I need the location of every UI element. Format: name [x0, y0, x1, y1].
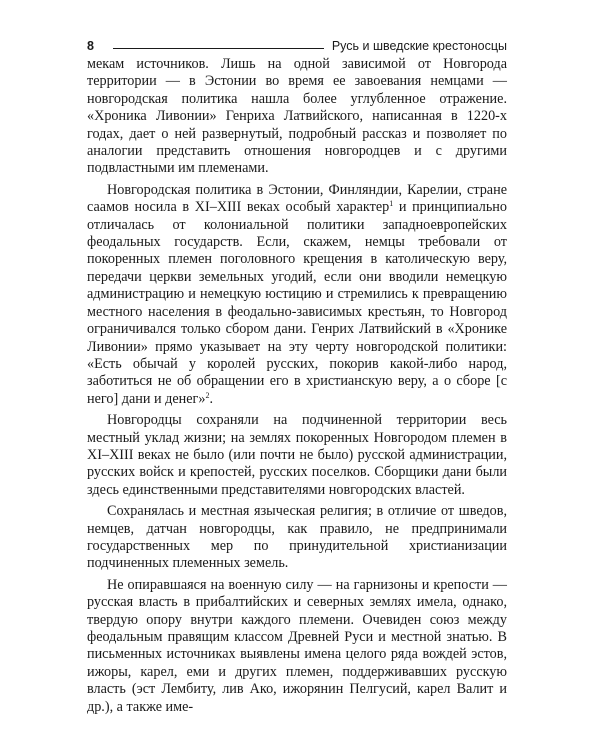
running-head [87, 34, 507, 52]
paragraph-1: мекам источников. Лишь на одной зависимой от Новгорода территории — в Эстонии во время ее завоевания немцами — новгородская политика нашла более углубленное отражение. «Хроника Ливонии» Генриха Латвийского, написанная в 1220-х годах, дает о ней развернутый, подробный рассказ и позволяет по аналогии представить отношения новгородцев и с другими подвластными им племенами. [87, 56, 507, 177]
page-number: 8 [87, 38, 94, 53]
footnote-ref-2: 2 [205, 390, 210, 400]
book-page [87, 34, 507, 716]
footnote-ref-1: 1 [389, 199, 394, 209]
paragraph-5: Не опиравшаяся на военную силу — на гарнизоны и крепости — русская власть в прибалтийских и северных землях имела, однако, твердую опору внутри каждого племени. Очевиден союз между феодальным правящим классом Древней Руси и местной знатью. В письменных источниках выявлены имена целого ряда вождей эстов, ижоры, карел, еми и других племен, поддерживавших русскую власть (эст Лембиту, лив Ако, ижорянин Пелгусий, карел Валит и др.), а также име- [87, 576, 507, 715]
header-rule [113, 48, 324, 49]
paragraph-2 [87, 182, 507, 408]
paragraph-2-text-b: и принципиально отличалась от колониальной политики западноевропейских феодальных государств. Если, скажем, немцы требовали от покоренных племен поголовного крещения в католическую веру, передачи церкви земельных угодий, если они вводили немецкую администрацию и немецкую юстицию и стремились к превращению местного населения в феодально-зависимых крестьян, то Новгород ограничивался только сбором дани. Генрих Латвийский в «Хронике Ливонии» прямо указывает на эту черту новгородской политики: «Есть обычай у королей русских, покорив какой-либо народ, заботиться не об обращении его в христианскую веру, а о сборе [с него] дани и денег» [87, 199, 507, 407]
body-text [87, 56, 507, 716]
paragraph-4: Сохранялась и местная языческая религия; в отличие от шведов, немцев, датчан новгородцы, как правило, не предпринимали государственных мер по принудительной христианизации подчиненных племенных земель. [87, 503, 507, 572]
paragraph-2-text-c: . [209, 390, 213, 407]
running-title: Русь и шведские крестоносцы [331, 38, 507, 53]
paragraph-3: Новгородцы сохраняли на подчиненной территории весь местный уклад жизни; на землях покоренных Новгородом племен в XI–XIII веках не было (или почти не было) русской администрации, русских войск и крепостей, русских поселков. Сборщики дани были здесь единственными представителями новгородских властей. [87, 412, 507, 498]
paragraph-2-text-a: Новгородская политика в Эстонии, Финляндии, Карелии, стране саамов носила в XI–XIII веках особый характер [87, 181, 507, 216]
